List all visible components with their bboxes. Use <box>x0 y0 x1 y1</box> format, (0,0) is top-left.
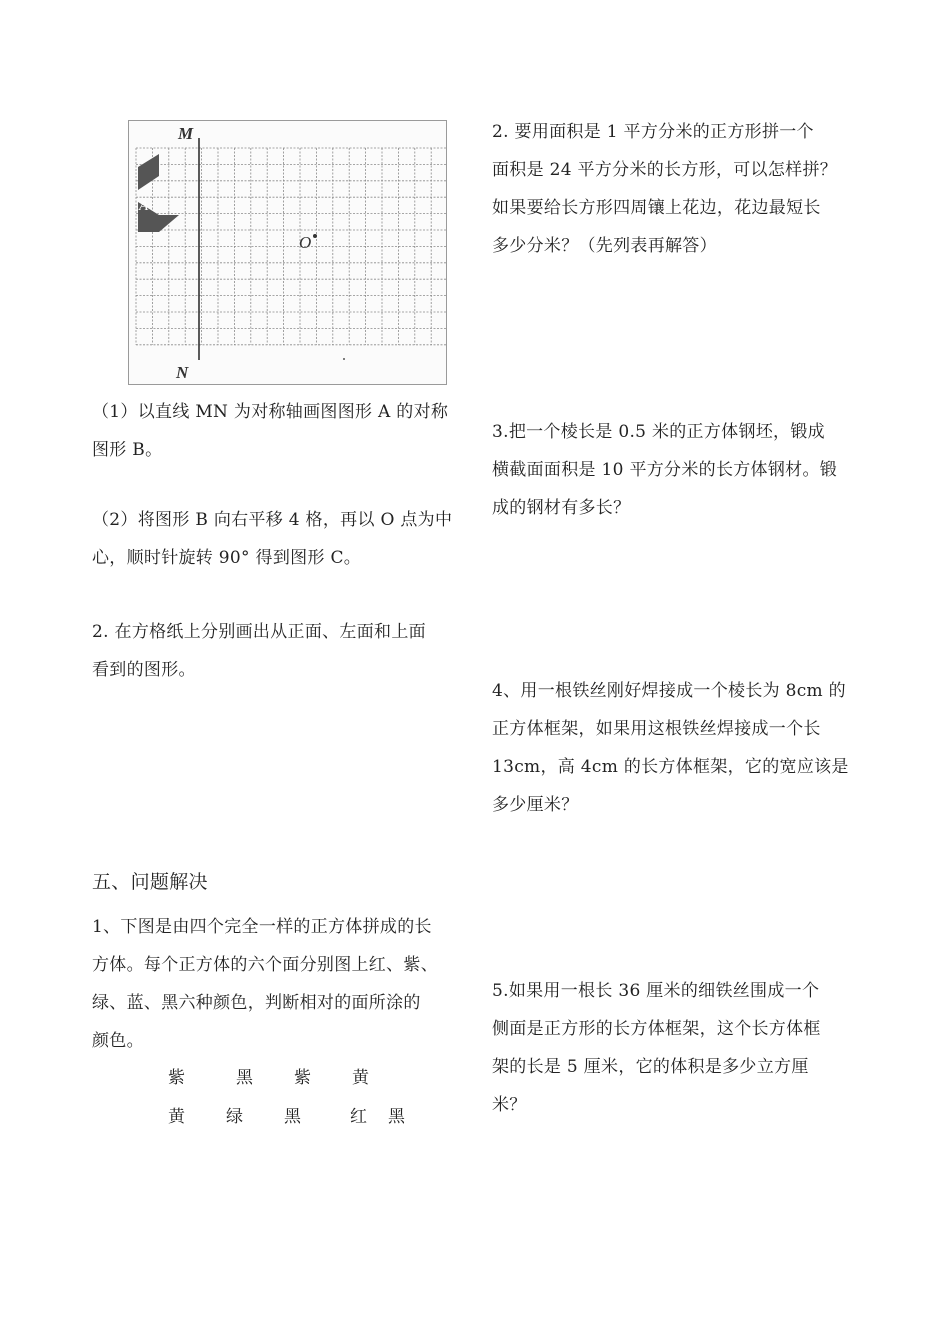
color-label: 绿 <box>226 1107 243 1127</box>
q1-line-1: （1）以直线 MN 为对称轴画图图形 A 的对称 <box>92 402 449 422</box>
p5-line-4: 米？ <box>492 1095 527 1115</box>
problem-2 <box>492 113 864 265</box>
cube-colors-row-1 <box>168 1058 369 1098</box>
p3-line-1: 3.把一个棱长是 0.5 米的正方体钢坯，锻成 <box>492 422 825 442</box>
question-views-instruction <box>92 613 462 689</box>
label-m: M <box>178 124 194 143</box>
p5-line-1: 5.如果用一根长 36 厘米的细铁丝围成一个 <box>492 981 820 1001</box>
section-title: 五、问题解决 <box>92 871 208 893</box>
p1-line-1: 1、下图是由四个完全一样的正方体拼成的长 <box>92 917 432 937</box>
label-n: N <box>176 363 189 382</box>
question-1-instruction <box>92 393 462 469</box>
p3-line-2: 横截面面积是 10 平方分米的长方体钢材。锻 <box>492 460 838 480</box>
question-2-instruction <box>92 501 462 577</box>
point-o <box>313 234 317 238</box>
color-label: 黄 <box>352 1068 369 1088</box>
p2-line-3: 如果要给长方形四周镶上花边，花边最短长 <box>492 198 821 218</box>
p2-line-1: 2. 要用面积是 1 平方分米的正方形拼一个 <box>492 122 814 142</box>
problem-3 <box>492 413 864 527</box>
q1-line-2: 图形 B。 <box>92 440 163 460</box>
label-o: O <box>299 233 312 252</box>
p1-line-3: 绿、蓝、黑六种颜色，判断相对的面所涂的 <box>92 993 421 1013</box>
views-line-2: 看到的图形。 <box>92 660 196 680</box>
p1-line-2: 方体。每个正方体的六个面分别图上红、紫、 <box>92 955 438 975</box>
p5-line-3: 架的长是 5 厘米，它的体积是多少立方厘 <box>492 1057 809 1077</box>
color-label: 黑 <box>236 1068 253 1088</box>
p1-line-4: 颜色。 <box>92 1031 144 1051</box>
color-label: 黑 <box>284 1107 301 1127</box>
problem-5 <box>492 972 864 1124</box>
color-label: 紫 <box>294 1068 311 1088</box>
p4-line-2: 正方体框架，如果用这根铁丝焊接成一个长 <box>492 719 821 739</box>
cube-colors-row-2 <box>168 1097 405 1137</box>
color-label: 紫 <box>168 1068 185 1088</box>
p4-line-4: 多少厘米？ <box>492 795 579 815</box>
p3-line-3: 成的钢材有多长？ <box>492 498 631 518</box>
p2-line-2: 面积是 24 平方分米的长方形，可以怎样拼？ <box>492 160 838 180</box>
p2-line-4: 多少分米？（先列表再解答） <box>492 236 717 256</box>
q2-line-1: （2）将图形 B 向右平移 4 格，再以 O 点为中 <box>92 510 453 530</box>
p4-line-1: 4、用一根铁丝刚好焊接成一个棱长为 8cm 的 <box>492 681 846 701</box>
views-line-1: 2. 在方格纸上分别画出从正面、左面和上面 <box>92 622 426 642</box>
symmetry-grid-figure <box>128 120 447 385</box>
q2-line-2: 心，顺时针旋转 90° 得到图形 C。 <box>92 548 362 568</box>
problem-4 <box>492 672 864 824</box>
problem-1 <box>92 908 462 1060</box>
color-label: 红 <box>350 1107 367 1127</box>
color-label: 黄 <box>168 1107 185 1127</box>
color-label: 黑 <box>388 1107 405 1127</box>
p5-line-2: 侧面是正方形的长方体框架，这个长方体框 <box>492 1019 821 1039</box>
label-a: A <box>139 198 149 214</box>
stray-dot <box>343 358 345 360</box>
p4-line-3: 13cm，高 4cm 的长方体框架，它的宽应该是 <box>492 757 849 777</box>
